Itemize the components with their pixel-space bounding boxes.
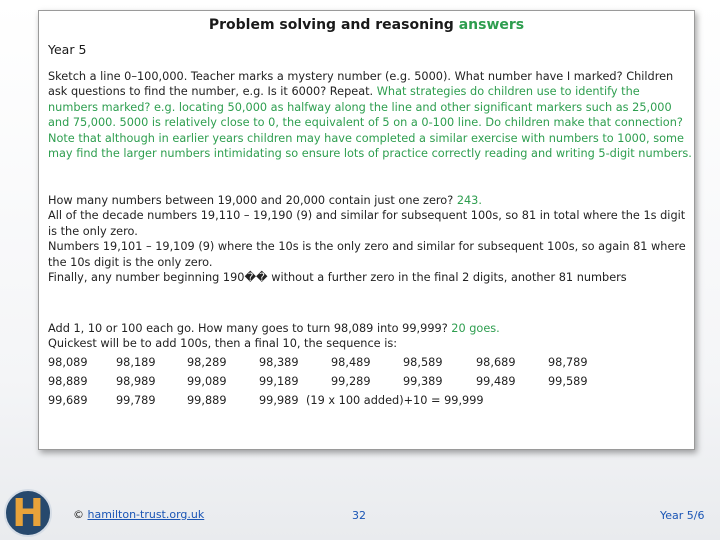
logo-letter: H — [12, 491, 44, 535]
problem-1-notes: What strategies do children use to identify the numbers marked? e.g. locating 50,000 as halfway along the line and other significant markers such as 25,000 and 75,000. 5000 is relatively close to 0, the equivalent of 5 on a 0-100 line. Do children make that connection? Note that although in earlier years children may have completed a similar exercise with numbers to 1000, some may find the larger numbers intimidating so ensure lots of practice correctly reading and writing 5-digit numbers. — [48, 85, 692, 161]
problem-3 — [48, 321, 692, 352]
problem-2-question: How many numbers between 19,000 and 20,000 contain just one zero? — [48, 194, 457, 207]
sequence-cell: 98,889 — [48, 375, 88, 388]
sequence-cell: 99,489 — [476, 375, 516, 388]
sequence-cell: 99,189 — [259, 375, 299, 388]
sequence-cell: 98,089 — [48, 356, 88, 369]
sequence-cell: 99,289 — [331, 375, 371, 388]
sequence-cell: 98,489 — [331, 356, 371, 369]
sequence-cell: 98,389 — [259, 356, 299, 369]
sequence-cell: 98,189 — [116, 356, 156, 369]
hamilton-logo — [4, 489, 52, 537]
footer-year-label: Year 5/6 — [660, 509, 705, 522]
problem-3-line-1: Quickest will be to add 100s, then a final 10, the sequence is: — [48, 337, 398, 351]
problem-2-line-1: All of the decade numbers 19,110 – 19,190 (9) and similar for subsequent 100s, so 81 in total where the 1s digit is the only zero. — [48, 209, 686, 238]
problem-3-question: Add 1, 10 or 100 each go. How many goes to turn 98,089 into 99,999? — [48, 322, 452, 335]
page-number: 32 — [352, 509, 366, 522]
title-main: Problem solving and reasoning — [208, 17, 459, 33]
hamilton-trust-link[interactable]: hamilton-trust.org.uk — [87, 508, 205, 521]
copyright-symbol: © — [73, 508, 88, 521]
sequence-cell: 98,289 — [187, 356, 227, 369]
sequence-cell: 98,689 — [476, 356, 516, 369]
sequence-summary: (19 x 100 added)+10 = 99,999 — [306, 394, 484, 407]
sequence-cell: 99,789 — [116, 394, 156, 407]
problem-2-answer: 243. — [456, 194, 482, 207]
problem-2-line-2: Numbers 19,101 – 19,109 (9) where the 10s is the only zero and similar for subsequent 100s, so again 81 where the 10s digit is the only zero. — [48, 240, 686, 269]
problem-2 — [48, 193, 692, 285]
sequence-cell: 99,089 — [187, 375, 227, 388]
sequence-cell: 98,589 — [403, 356, 443, 369]
year-heading: Year 5 — [48, 42, 87, 57]
problem-1-task: Sketch a line 0–100,000. Teacher marks a mystery number (e.g. 5000). What number have I marked? Children ask questions to find the number, e.g. Is it 6000? Repeat. — [48, 70, 674, 99]
sequence-cell: 99,389 — [403, 375, 443, 388]
sequence-cell: 99,889 — [187, 394, 227, 407]
problem-3-answer: 20 goes. — [451, 322, 500, 335]
sequence-cell: 99,989 — [259, 394, 299, 407]
sequence-cell: 99,689 — [48, 394, 88, 407]
slide-title — [39, 17, 694, 33]
sequence-cell: 98,989 — [116, 375, 156, 388]
problem-2-line-3: Finally, any number beginning 190�� without a further zero in the final 2 digits, another 81 numbers — [48, 271, 627, 285]
problem-1 — [48, 69, 692, 161]
content-card — [38, 10, 695, 450]
sequence-cell: 99,589 — [548, 375, 588, 388]
footer-copyright — [73, 508, 204, 521]
title-accent: answers — [458, 17, 525, 33]
sequence-cell: 98,789 — [548, 356, 588, 369]
